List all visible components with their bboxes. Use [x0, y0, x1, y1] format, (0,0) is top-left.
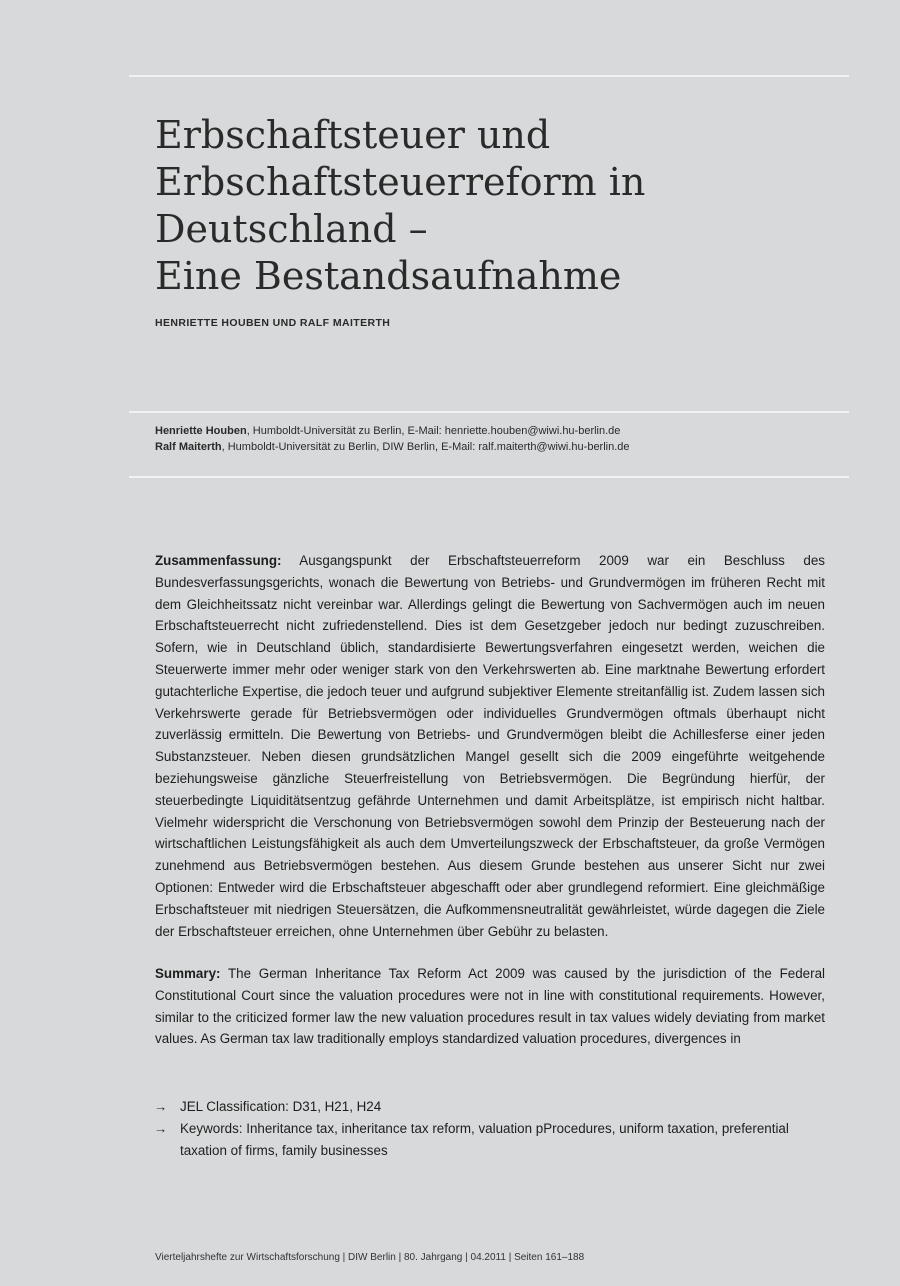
- affiliation-line: [155, 439, 845, 455]
- title-line: Erbschaftsteuerreform in: [155, 160, 646, 204]
- keywords: [154, 1118, 834, 1162]
- affiliation-text: , Humboldt-Universität zu Berlin, E-Mail: henriette.houben@wiwi.hu-berlin.de: [246, 425, 621, 437]
- abstract-english-text: The German Inheritance Tax Reform Act 2009 was caused by the jurisdiction of the Federal Constitutional Court since the valuation procedures were not in line with constitutional requirements. However, similar to the criticized former law the new valuation procedures result in tax values widely deviating from market values. As German tax law traditionally employs standardized valuation procedures, divergences in: [155, 966, 825, 1047]
- abstract-english-label: Summary:: [155, 966, 221, 981]
- affiliations: [155, 423, 845, 455]
- jel-classification: [154, 1096, 834, 1118]
- keywords-text: Keywords: Inheritance tax, inheritance tax reform, valuation pProcedures, uniform taxation, preferential taxation of firms, family businesses: [180, 1120, 789, 1158]
- abstract-german-label: Zusammenfassung:: [155, 553, 282, 568]
- affiliation-text: , Humboldt-Universität zu Berlin, DIW Berlin, E-Mail: ralf.maiterth@wiwi.hu-berlin.de: [221, 441, 630, 453]
- affiliation-name: Henriette Houben: [155, 425, 247, 437]
- top-rule: [129, 75, 849, 77]
- abstract-german-text: Ausgangspunkt der Erbschaftsteuerreform 2009 war ein Beschluss des Bundesverfassungsgerichts, wonach die Bewertung von Betriebs- und Grundvermögen im früheren Recht mit dem Gleichheitssatz nicht vereinbar war. Allerdings gelingt die Bewertung von Sachvermögen auch im neuen Erbschaftsteuerrecht nicht zufriedenstellend. Dies ist dem Gesetzgeber jedoch nur bedingt zuzuschreiben. Sofern, wie in Deutschland üblich, standardisierte Bewertungsverfahren eingesetzt werden, weichen die Steuerwerte immer mehr oder weniger stark von den Verkehrswerten ab. Eine marktnahe Bewertung erfordert gutachterliche Expertise, die jedoch teuer und aufgrund subjektiver Elemente streitanfällig ist. Zudem lassen sich Verkehrswerte gerade für Betriebsvermögen oder individuelles Grundvermögen oftmals überhaupt nicht zuverlässig ermitteln. Die Bewertung von Betriebs- und Grundvermögen bleibt die Achillesferse einer jeden Substanzsteuer. Neben diesen grundsätzlichen Mangel gesellt sich die 2009 eingeführte weitgehende beziehungsweise gänzliche Steuerfreistellung von Betriebsvermögen. Die Begründung hierfür, der steuerbedingte Liquiditätsentzug gefährde Unternehmen und damit Arbeitsplätze, ist empirisch nicht haltbar. Vielmehr widerspricht die Verschonung von Betriebsvermögen sowohl dem Prinzip der Besteuerung nach der wirtschaftlichen Leistungsfähigkeit als auch dem Umverteilungszweck der Erbschaftsteuer, da große Vermögen zunehmend aus Betriebsvermögen bestehen. Aus diesem Grunde bestehen aus unserer Sicht nur zwei Optionen: Entweder wird die Erbschaftsteuer abgeschafft oder aber grundlegend reformiert. Eine gleichmäßige Erbschaftsteuer mit niedrigen Steuersätzen, die Aufkommensneutralität gewährleistet, würde dagegen die Ziele der Erbschaftsteuer erreichen, ohne Unternehmen über Gebühr zu belasten.: [155, 553, 825, 939]
- jel-classification-text: JEL Classification: D31, H21, H24: [180, 1099, 382, 1114]
- arrow-right-icon: →: [154, 1099, 168, 1114]
- title-line: Eine Bestandsaufnahme: [155, 254, 622, 298]
- abstract-english: [155, 963, 825, 1050]
- arrow-right-icon: →: [154, 1120, 168, 1136]
- title-line: Erbschaftsteuer und: [155, 113, 551, 157]
- affiliation-line: [155, 423, 845, 439]
- affiliation-name: Ralf Maiterth: [155, 441, 222, 453]
- author-line: HENRIETTE HOUBEN UND RALF MAITERTH: [155, 317, 391, 329]
- affiliations-bottom-rule: [129, 476, 849, 478]
- abstract-german: [155, 550, 825, 942]
- article-title: [155, 112, 795, 300]
- classification-list: [154, 1096, 834, 1161]
- affiliations-top-rule: [129, 411, 849, 413]
- journal-footer: Vierteljahrshefte zur Wirtschaftsforschung | DIW Berlin | 80. Jahrgang | 04.2011 | Seiten 161–188: [155, 1252, 585, 1263]
- title-line: Deutschland –: [155, 207, 428, 251]
